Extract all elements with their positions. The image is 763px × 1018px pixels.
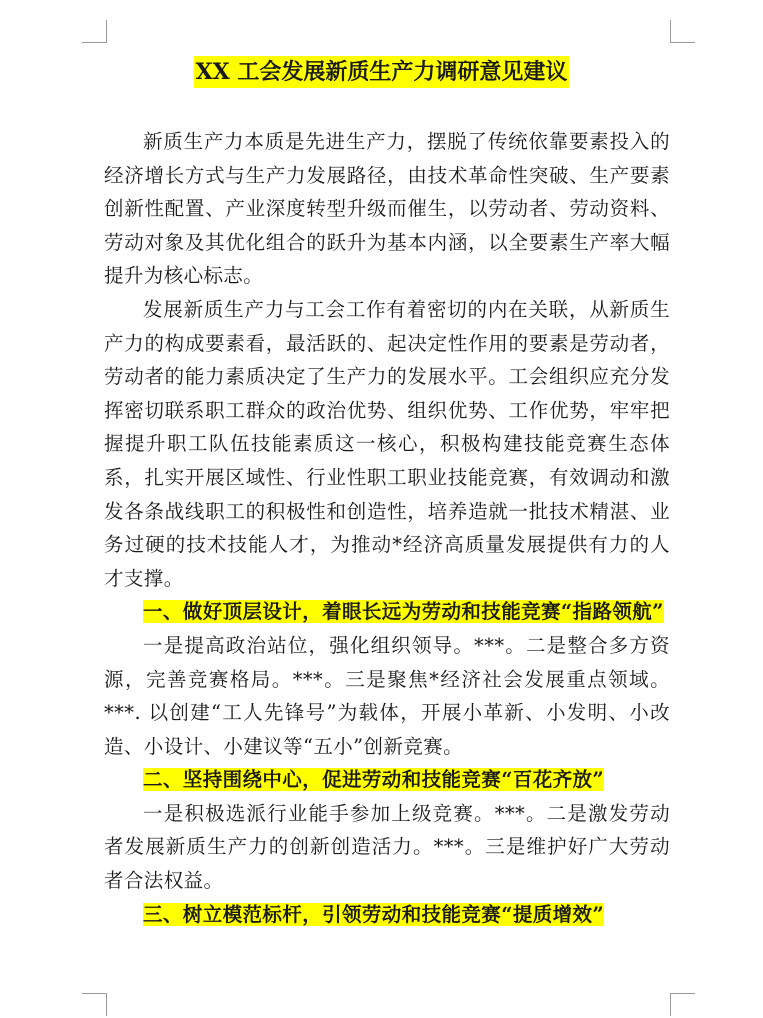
section-heading-2-text: 二、坚持围绕中心，促进劳动和技能竞赛“百花齐放” xyxy=(143,768,605,792)
section-heading-2 xyxy=(104,763,670,797)
paragraph-section-2: 一是积极选派行业能手参加上级竞赛。***。二是激发劳动者发展新质生产力的创新创造活力。***。三是维护好广大劳动者合法权益。 xyxy=(104,801,670,893)
paragraph-section-1: 一是提高政治站位，强化组织领导。***。二是整合多方资源，完善竞赛格局。***。三是聚焦*经济社会发展重点领域。***. 以创建“工人先锋号”为载体，开展小革新、小发明、小改造、小设计、小建议等“五小”创新竞赛。 xyxy=(104,633,670,758)
title-container xyxy=(0,56,763,88)
section-heading-1-text: 一、做好顶层设计，着眼长远为劳动和技能竞赛“指路领航” xyxy=(143,600,664,624)
section-heading-3 xyxy=(104,898,670,932)
section-heading-1 xyxy=(104,595,670,629)
section-heading-3-text: 三、树立模范标杆，引领劳动和技能竞赛“提质增效” xyxy=(143,902,605,926)
document-title: XX 工会发展新质生产力调研意见建议 xyxy=(194,56,570,88)
document-body xyxy=(104,125,670,931)
paragraph-union-relation: 发展新质生产力与工会工作有着密切的内在关联，从新质生产力的构成要素看，最活跃的、起决定性作用的要素是劳动者，劳动者的能力素质决定了生产力的发展水平。工会组织应充分发挥密切联系职工群众的政治优势、组织优势、工作优势，牢牢把握提升职工队伍技能素质这一核心，积极构建技能竞赛生态体系，扎实开展区域性、行业性职工职业技能竞赛，有效调动和激发各条战线职工的积极性和创造性，培养造就一批技术精湛、业务过硬的技术技能人才，为推动*经济高质量发展提供有力的人才支撑。 xyxy=(104,297,670,590)
paragraph-intro: 新质生产力本质是先进生产力，摆脱了传统依靠要素投入的经济增长方式与生产力发展路径，由技术革命性突破、生产要素创新性配置、产业深度转型升级而催生，以劳动者、劳动资料、劳动对象及其优化组合的跃升为基本内涵，以全要素生产率大幅提升为核心标志。 xyxy=(104,130,670,288)
page-corner-mark-bottom-left xyxy=(82,993,107,1016)
page-corner-mark-top-left xyxy=(82,20,107,43)
page-corner-mark-bottom-right xyxy=(670,993,695,1016)
page-corner-mark-top-right xyxy=(670,20,695,43)
